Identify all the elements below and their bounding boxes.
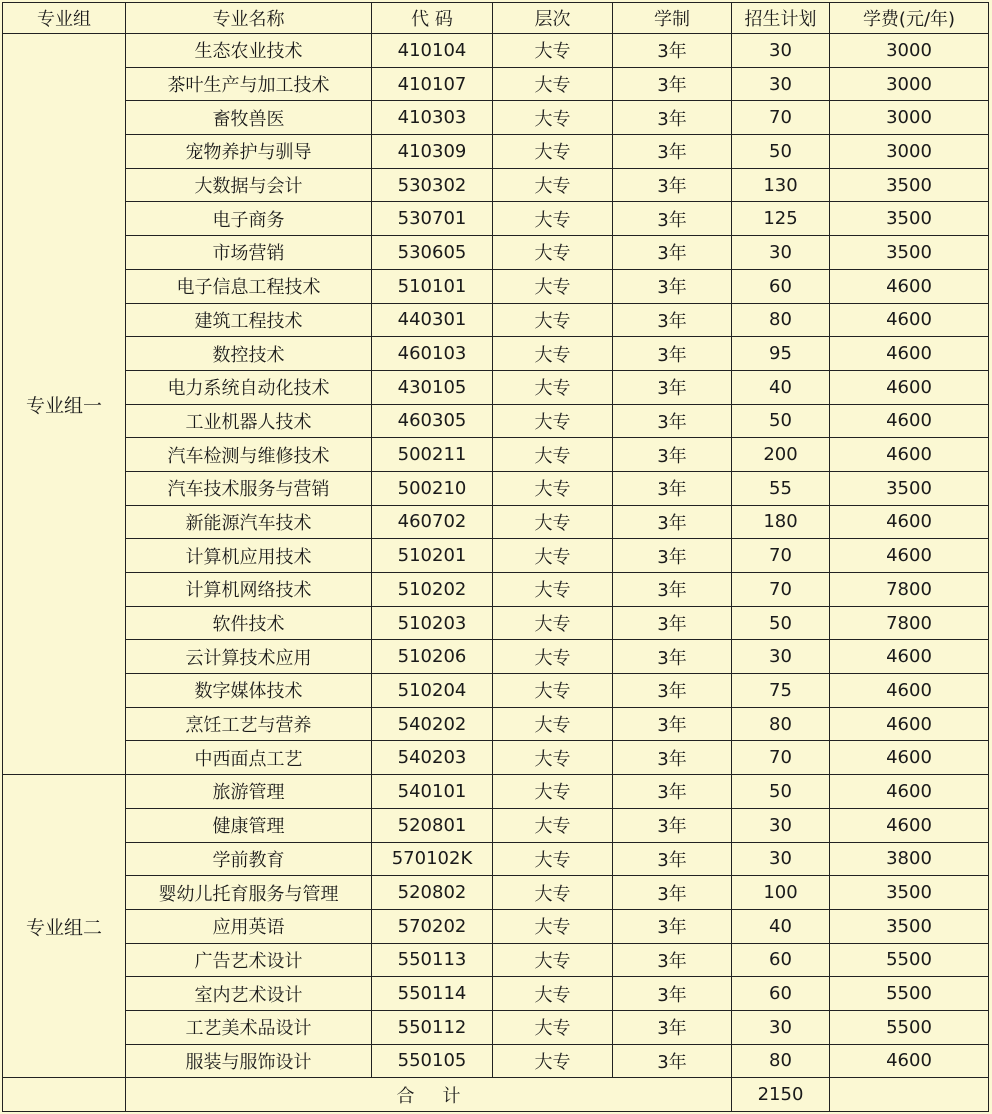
table-row bbox=[3, 775, 989, 809]
duration: 3年 bbox=[613, 977, 732, 1011]
table-row bbox=[3, 573, 989, 607]
major-code: 530302 bbox=[372, 168, 493, 202]
tuition: 4600 bbox=[830, 438, 989, 472]
tuition: 4600 bbox=[830, 808, 989, 842]
header-tuition: 学费(元/年) bbox=[830, 3, 989, 34]
enrollment-plan: 130 bbox=[732, 168, 830, 202]
duration: 3年 bbox=[613, 674, 732, 708]
major-name: 电子信息工程技术 bbox=[126, 269, 372, 303]
table-row bbox=[3, 606, 989, 640]
enrollment-plan: 60 bbox=[732, 269, 830, 303]
table-row bbox=[3, 269, 989, 303]
tuition: 5500 bbox=[830, 1010, 989, 1044]
major-name: 云计算技术应用 bbox=[126, 640, 372, 674]
major-code: 500211 bbox=[372, 438, 493, 472]
duration: 3年 bbox=[613, 168, 732, 202]
level: 大专 bbox=[493, 135, 613, 169]
tuition: 4600 bbox=[830, 370, 989, 404]
enrollment-plan: 75 bbox=[732, 674, 830, 708]
duration: 3年 bbox=[613, 438, 732, 472]
level: 大专 bbox=[493, 808, 613, 842]
tuition: 3500 bbox=[830, 168, 989, 202]
table-row bbox=[3, 842, 989, 876]
level: 大专 bbox=[493, 539, 613, 573]
major-name: 学前教育 bbox=[126, 842, 372, 876]
duration: 3年 bbox=[613, 471, 732, 505]
total-empty-cell bbox=[3, 1078, 126, 1112]
tuition: 3000 bbox=[830, 67, 989, 101]
duration: 3年 bbox=[613, 808, 732, 842]
level: 大专 bbox=[493, 1010, 613, 1044]
major-code: 510202 bbox=[372, 573, 493, 607]
tuition: 7800 bbox=[830, 606, 989, 640]
tuition: 4600 bbox=[830, 539, 989, 573]
total-empty-cell-2 bbox=[830, 1078, 989, 1112]
level: 大专 bbox=[493, 505, 613, 539]
level: 大专 bbox=[493, 404, 613, 438]
duration: 3年 bbox=[613, 606, 732, 640]
tuition: 4600 bbox=[830, 640, 989, 674]
table-row bbox=[3, 674, 989, 708]
tuition: 3000 bbox=[830, 135, 989, 169]
enrollment-plan: 200 bbox=[732, 438, 830, 472]
enrollment-plan: 40 bbox=[732, 909, 830, 943]
enrollment-plan: 30 bbox=[732, 236, 830, 270]
table-row bbox=[3, 640, 989, 674]
major-code: 410309 bbox=[372, 135, 493, 169]
enrollment-plan: 80 bbox=[732, 707, 830, 741]
table-row bbox=[3, 876, 989, 910]
major-name: 应用英语 bbox=[126, 909, 372, 943]
duration: 3年 bbox=[613, 370, 732, 404]
major-code: 570202 bbox=[372, 909, 493, 943]
major-name: 旅游管理 bbox=[126, 775, 372, 809]
enrollment-plan: 180 bbox=[732, 505, 830, 539]
level: 大专 bbox=[493, 303, 613, 337]
table-row bbox=[3, 1044, 989, 1078]
major-name: 汽车检测与维修技术 bbox=[126, 438, 372, 472]
level: 大专 bbox=[493, 640, 613, 674]
level: 大专 bbox=[493, 67, 613, 101]
enrollment-plan: 30 bbox=[732, 808, 830, 842]
table-row bbox=[3, 370, 989, 404]
enrollment-plan: 50 bbox=[732, 606, 830, 640]
major-code: 540101 bbox=[372, 775, 493, 809]
major-code: 570102K bbox=[372, 842, 493, 876]
header-plan: 招生计划 bbox=[732, 3, 830, 34]
major-code: 530605 bbox=[372, 236, 493, 270]
major-name: 新能源汽车技术 bbox=[126, 505, 372, 539]
header-code: 代 码 bbox=[372, 3, 493, 34]
enrollment-plan: 55 bbox=[732, 471, 830, 505]
table-row bbox=[3, 168, 989, 202]
tuition: 5500 bbox=[830, 943, 989, 977]
major-code: 520802 bbox=[372, 876, 493, 910]
major-name: 汽车技术服务与营销 bbox=[126, 471, 372, 505]
level: 大专 bbox=[493, 573, 613, 607]
table-row bbox=[3, 135, 989, 169]
major-code: 410303 bbox=[372, 101, 493, 135]
enrollment-plan: 70 bbox=[732, 539, 830, 573]
enrollment-plan: 30 bbox=[732, 34, 830, 68]
level: 大专 bbox=[493, 674, 613, 708]
tuition: 4600 bbox=[830, 303, 989, 337]
duration: 3年 bbox=[613, 236, 732, 270]
major-name: 烹饪工艺与营养 bbox=[126, 707, 372, 741]
header-duration: 学制 bbox=[613, 3, 732, 34]
table-row bbox=[3, 909, 989, 943]
level: 大专 bbox=[493, 168, 613, 202]
tuition: 4600 bbox=[830, 674, 989, 708]
major-code: 410107 bbox=[372, 67, 493, 101]
major-name: 大数据与会计 bbox=[126, 168, 372, 202]
duration: 3年 bbox=[613, 1044, 732, 1078]
major-name: 健康管理 bbox=[126, 808, 372, 842]
enrollment-plan: 40 bbox=[732, 370, 830, 404]
table-row bbox=[3, 808, 989, 842]
major-code: 520801 bbox=[372, 808, 493, 842]
tuition: 4600 bbox=[830, 775, 989, 809]
level: 大专 bbox=[493, 943, 613, 977]
major-code: 550114 bbox=[372, 977, 493, 1011]
enrollment-plan: 30 bbox=[732, 640, 830, 674]
group-name: 专业组一 bbox=[3, 34, 126, 775]
duration: 3年 bbox=[613, 337, 732, 371]
tuition: 3800 bbox=[830, 842, 989, 876]
level: 大专 bbox=[493, 438, 613, 472]
major-name: 电力系统自动化技术 bbox=[126, 370, 372, 404]
duration: 3年 bbox=[613, 573, 732, 607]
enrollment-plan: 60 bbox=[732, 943, 830, 977]
duration: 3年 bbox=[613, 404, 732, 438]
level: 大专 bbox=[493, 741, 613, 775]
table-row bbox=[3, 505, 989, 539]
duration: 3年 bbox=[613, 67, 732, 101]
duration: 3年 bbox=[613, 876, 732, 910]
table-row bbox=[3, 236, 989, 270]
major-name: 宠物养护与驯导 bbox=[126, 135, 372, 169]
tuition: 4600 bbox=[830, 404, 989, 438]
total-label: 合计 bbox=[126, 1078, 732, 1112]
enrollment-plan: 95 bbox=[732, 337, 830, 371]
table-row bbox=[3, 1010, 989, 1044]
duration: 3年 bbox=[613, 640, 732, 674]
major-name: 婴幼儿托育服务与管理 bbox=[126, 876, 372, 910]
major-name: 室内艺术设计 bbox=[126, 977, 372, 1011]
total-value: 2150 bbox=[732, 1078, 830, 1112]
major-code: 540203 bbox=[372, 741, 493, 775]
table-row bbox=[3, 34, 989, 68]
duration: 3年 bbox=[613, 842, 732, 876]
table-row bbox=[3, 337, 989, 371]
tuition: 3500 bbox=[830, 909, 989, 943]
level: 大专 bbox=[493, 775, 613, 809]
tuition: 3000 bbox=[830, 34, 989, 68]
duration: 3年 bbox=[613, 943, 732, 977]
major-code: 460103 bbox=[372, 337, 493, 371]
major-code: 460305 bbox=[372, 404, 493, 438]
table-row bbox=[3, 539, 989, 573]
level: 大专 bbox=[493, 471, 613, 505]
level: 大专 bbox=[493, 876, 613, 910]
header-major-name: 专业名称 bbox=[126, 3, 372, 34]
header-group: 专业组 bbox=[3, 3, 126, 34]
tuition: 4600 bbox=[830, 505, 989, 539]
tuition: 4600 bbox=[830, 741, 989, 775]
tuition: 4600 bbox=[830, 707, 989, 741]
level: 大专 bbox=[493, 101, 613, 135]
enrollment-plan: 60 bbox=[732, 977, 830, 1011]
level: 大专 bbox=[493, 1044, 613, 1078]
level: 大专 bbox=[493, 909, 613, 943]
total-row bbox=[3, 1078, 989, 1112]
tuition: 3000 bbox=[830, 101, 989, 135]
major-code: 530701 bbox=[372, 202, 493, 236]
major-code: 510206 bbox=[372, 640, 493, 674]
major-name: 电子商务 bbox=[126, 202, 372, 236]
enrollment-plan: 30 bbox=[732, 67, 830, 101]
duration: 3年 bbox=[613, 1010, 732, 1044]
table-row bbox=[3, 67, 989, 101]
table-row bbox=[3, 707, 989, 741]
enrollment-plan: 30 bbox=[732, 1010, 830, 1044]
duration: 3年 bbox=[613, 101, 732, 135]
table-row bbox=[3, 741, 989, 775]
level: 大专 bbox=[493, 337, 613, 371]
major-name: 数字媒体技术 bbox=[126, 674, 372, 708]
group-name: 专业组二 bbox=[3, 775, 126, 1078]
major-name: 茶叶生产与加工技术 bbox=[126, 67, 372, 101]
duration: 3年 bbox=[613, 135, 732, 169]
major-name: 市场营销 bbox=[126, 236, 372, 270]
major-code: 550112 bbox=[372, 1010, 493, 1044]
duration: 3年 bbox=[613, 741, 732, 775]
tuition: 4600 bbox=[830, 337, 989, 371]
enrollment-plan: 125 bbox=[732, 202, 830, 236]
major-name: 服装与服饰设计 bbox=[126, 1044, 372, 1078]
major-name: 中西面点工艺 bbox=[126, 741, 372, 775]
enrollment-table bbox=[2, 2, 989, 1112]
table-row bbox=[3, 943, 989, 977]
level: 大专 bbox=[493, 707, 613, 741]
major-name: 生态农业技术 bbox=[126, 34, 372, 68]
major-name: 数控技术 bbox=[126, 337, 372, 371]
enrollment-plan: 50 bbox=[732, 404, 830, 438]
major-name: 计算机应用技术 bbox=[126, 539, 372, 573]
major-code: 440301 bbox=[372, 303, 493, 337]
level: 大专 bbox=[493, 977, 613, 1011]
table-row bbox=[3, 977, 989, 1011]
level: 大专 bbox=[493, 842, 613, 876]
enrollment-plan: 80 bbox=[732, 303, 830, 337]
major-name: 畜牧兽医 bbox=[126, 101, 372, 135]
major-name: 工业机器人技术 bbox=[126, 404, 372, 438]
duration: 3年 bbox=[613, 775, 732, 809]
tuition: 7800 bbox=[830, 573, 989, 607]
table-body bbox=[3, 34, 989, 1078]
major-code: 410104 bbox=[372, 34, 493, 68]
tuition: 4600 bbox=[830, 1044, 989, 1078]
level: 大专 bbox=[493, 269, 613, 303]
enrollment-plan: 100 bbox=[732, 876, 830, 910]
level: 大专 bbox=[493, 202, 613, 236]
duration: 3年 bbox=[613, 909, 732, 943]
duration: 3年 bbox=[613, 303, 732, 337]
enrollment-plan: 50 bbox=[732, 775, 830, 809]
level: 大专 bbox=[493, 606, 613, 640]
table-row bbox=[3, 101, 989, 135]
duration: 3年 bbox=[613, 34, 732, 68]
table-row bbox=[3, 438, 989, 472]
enrollment-plan: 70 bbox=[732, 741, 830, 775]
table-row bbox=[3, 404, 989, 438]
enrollment-plan: 70 bbox=[732, 573, 830, 607]
duration: 3年 bbox=[613, 269, 732, 303]
major-code: 510204 bbox=[372, 674, 493, 708]
enrollment-plan: 70 bbox=[732, 101, 830, 135]
major-code: 430105 bbox=[372, 370, 493, 404]
level: 大专 bbox=[493, 34, 613, 68]
major-code: 510201 bbox=[372, 539, 493, 573]
enrollment-plan: 80 bbox=[732, 1044, 830, 1078]
major-code: 510203 bbox=[372, 606, 493, 640]
major-name: 广告艺术设计 bbox=[126, 943, 372, 977]
duration: 3年 bbox=[613, 707, 732, 741]
major-code: 510101 bbox=[372, 269, 493, 303]
enrollment-plan: 50 bbox=[732, 135, 830, 169]
major-name: 工艺美术品设计 bbox=[126, 1010, 372, 1044]
major-code: 540202 bbox=[372, 707, 493, 741]
duration: 3年 bbox=[613, 202, 732, 236]
major-name: 软件技术 bbox=[126, 606, 372, 640]
enrollment-plan: 30 bbox=[732, 842, 830, 876]
header-level: 层次 bbox=[493, 3, 613, 34]
major-code: 550105 bbox=[372, 1044, 493, 1078]
major-code: 550113 bbox=[372, 943, 493, 977]
duration: 3年 bbox=[613, 505, 732, 539]
tuition: 3500 bbox=[830, 236, 989, 270]
tuition: 3500 bbox=[830, 876, 989, 910]
tuition: 5500 bbox=[830, 977, 989, 1011]
header-row bbox=[3, 3, 989, 34]
table-row bbox=[3, 303, 989, 337]
major-name: 建筑工程技术 bbox=[126, 303, 372, 337]
tuition: 3500 bbox=[830, 202, 989, 236]
tuition: 4600 bbox=[830, 269, 989, 303]
major-code: 500210 bbox=[372, 471, 493, 505]
tuition: 3500 bbox=[830, 471, 989, 505]
table-row bbox=[3, 471, 989, 505]
major-code: 460702 bbox=[372, 505, 493, 539]
level: 大专 bbox=[493, 236, 613, 270]
table-row bbox=[3, 202, 989, 236]
level: 大专 bbox=[493, 370, 613, 404]
duration: 3年 bbox=[613, 539, 732, 573]
major-name: 计算机网络技术 bbox=[126, 573, 372, 607]
